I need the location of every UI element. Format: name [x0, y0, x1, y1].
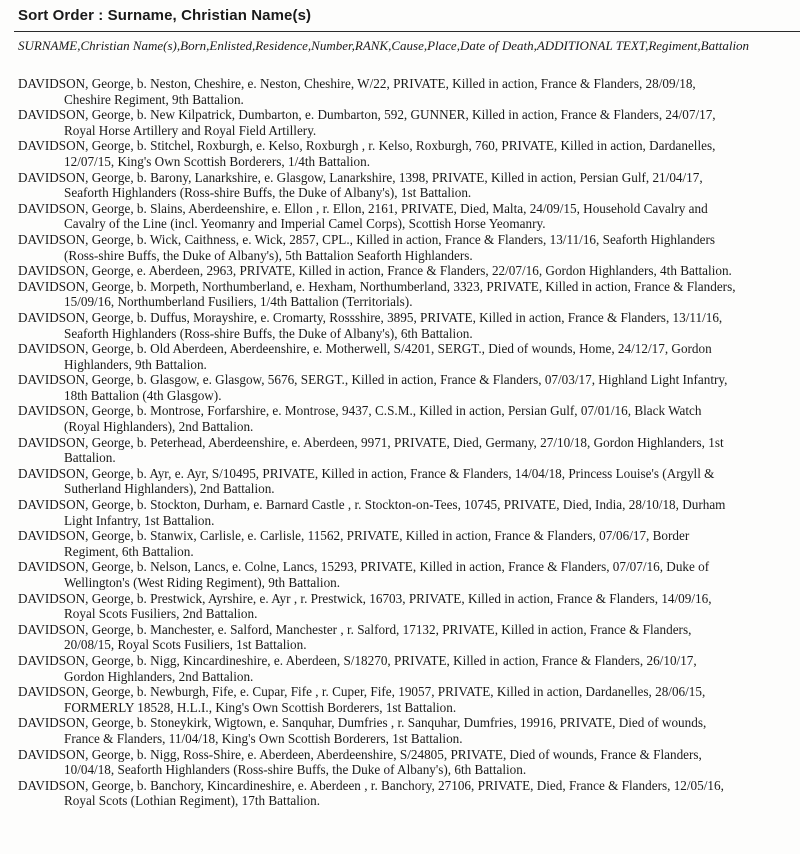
record-entry: DAVIDSON, George, b. Glasgow, e. Glasgow, 5676, SERGT., Killed in action, France & Flanders, 07/03/17, Highland Light Infantry, 18th Battalion (4th Glasgow).	[18, 372, 728, 403]
record-entry: DAVIDSON, George, b. Montrose, Forfarshire, e. Montrose, 9437, C.S.M., Killed in action, Persian Gulf, 07/01/16, Black Watch (Royal Highlanders), 2nd Battalion.	[18, 403, 702, 435]
record-entry: DAVIDSON, George, b. Manchester, e. Salford, Manchester , r. Salford, 17132, PRIVATE, Killed in action, France & Flanders, 20/08/15, Royal Scots Fusiliers, 1st Battalion.	[18, 621, 692, 653]
column-header: SURNAME,Christian Name(s),Born,Enlisted,Residence,Number,RANK,Cause,Place,Date of Death,ADDITIONAL TEXT,Regiment,Battalion	[18, 38, 750, 53]
record-entry: DAVIDSON, George, b. Stockton, Durham, e. Barnard Castle , r. Stockton-on-Tees, 10745, PRIVATE, Died, India, 28/10/18, Durham Light Infantry, 1st Battalion.	[18, 497, 726, 528]
record-entry: DAVIDSON, George, b. Prestwick, Ayrshire, e. Ayr , r. Prestwick, 16703, PRIVATE, Killed in action, France & Flanders, 14/09/16, Royal Scots Fusiliers, 2nd Battalion.	[18, 590, 712, 622]
record-entry: DAVIDSON, George, b. Stanwix, Carlisle, e. Carlisle, 11562, PRIVATE, Killed in action, France & Flanders, 07/06/17, Border Regiment, 6th Battalion.	[18, 528, 690, 559]
record-entry: DAVIDSON, George, b. Wick, Caithness, e. Wick, 2857, CPL., Killed in action, France & Flanders, 13/11/16, Seaforth Highlanders (Ross-shire Buffs, the Duke of Albany's), 5th Battalion Seaforth Highlanders.	[18, 231, 716, 263]
record-entry: DAVIDSON, George, b. Slains, Aberdeenshire, e. Ellon , r. Ellon, 2161, PRIVATE, Died, Malta, 24/09/15, Household Cavalry and Cavalry of the Line (incl. Yeomanry and Imperial Camel Corps), Scottish Horse Yeomanry.	[18, 200, 708, 232]
record-entry: DAVIDSON, George, b. Old Aberdeen, Aberdeenshire, e. Motherwell, S/4201, SERGT., Died of wounds, Home, 24/12/17, Gordon Highlanders, 9th Battalion.	[18, 341, 712, 372]
record-entry: DAVIDSON, George, b. New Kilpatrick, Dumbarton, e. Dumbarton, 592, GUNNER, Killed in action, France & Flanders, 24/07/17, Royal Horse Artillery and Royal Field Artillery.	[18, 107, 716, 138]
heading-divider	[14, 31, 800, 32]
record-entry: DAVIDSON, George, b. Ayr, e. Ayr, S/10495, PRIVATE, Killed in action, France & Flanders, 14/04/18, Princess Louise's (Argyll & Sutherland Highlanders), 2nd Battalion.	[18, 465, 715, 497]
record-entry: DAVIDSON, George, b. Newburgh, Fife, e. Cupar, Fife , r. Cuper, Fife, 19057, PRIVATE, Killed in action, Dardanelles, 28/06/15, FORMERLY 18528, H.L.I., King's Own Scottish Borderers, 1st Battalion.	[18, 684, 706, 715]
record-entry: DAVIDSON, George, b. Nigg, Kincardineshire, e. Aberdeen, S/18270, PRIVATE, Killed in action, France & Flanders, 26/10/17, Gordon Highlanders, 2nd Battalion.	[18, 652, 697, 684]
record-entry: DAVIDSON, George, b. Barony, Lanarkshire, e. Glasgow, Lanarkshire, 1398, PRIVATE, Killed in action, Persian Gulf, 21/04/17, Seaforth Highlanders (Ross-shire Buffs, the Duke of Albany's), 1st Battalion.	[18, 169, 703, 201]
record-entry: DAVIDSON, George, b. Peterhead, Aberdeenshire, e. Aberdeen, 9971, PRIVATE, Died, Germany, 27/10/18, Gordon Highlanders, 1st Battalion.	[18, 434, 724, 466]
record-entry: DAVIDSON, George, b. Duffus, Morayshire, e. Cromarty, Rossshire, 3895, PRIVATE, Killed in action, France & Flanders, 13/11/16, Seaforth Highlanders (Ross-shire Buffs, the Duke of Albany's), 6th Battalion.	[18, 309, 723, 341]
records-list	[18, 76, 738, 809]
record-entry: DAVIDSON, George, e. Aberdeen, 2963, PRIVATE, Killed in action, France & Flanders, 22/07/16, Gordon Highlanders, 4th Battalion.	[18, 263, 732, 279]
record-entry: DAVIDSON, George, b. Banchory, Kincardineshire, e. Aberdeen , r. Banchory, 27106, PRIVATE, Died, France & Flanders, 12/05/16, Royal Scots (Lothian Regiment), 17th Battalion.	[18, 777, 724, 809]
record-entry: DAVIDSON, George, b. Neston, Cheshire, e. Neston, Cheshire, W/22, PRIVATE, Killed in action, France & Flanders, 28/09/18, Cheshire Regiment, 9th Battalion.	[18, 76, 696, 107]
record-entry: DAVIDSON, George, b. Morpeth, Northumberland, e. Hexham, Northumberland, 3323, PRIVATE, Killed in action, France & Flanders, 15/09/16, Northumberland Fusiliers, 1/4th Battalion (Territorials).	[18, 278, 736, 310]
record-entry: DAVIDSON, George, b. Nigg, Ross-Shire, e. Aberdeen, Aberdeenshire, S/24805, PRIVATE, Died of wounds, France & Flanders, 10/04/18, Seaforth Highlanders (Ross-shire Buffs, the Duke of Albany's), 6th Battalion.	[18, 746, 702, 778]
sort-order-heading: Sort Order : Surname, Christian Name(s)	[18, 7, 312, 24]
record-entry: DAVIDSON, George, b. Stoneykirk, Wigtown, e. Sanquhar, Dumfries , r. Sanquhar, Dumfries, 19916, PRIVATE, Died of wounds, France & Flanders, 11/04/18, King's Own Scottish Borderers, 1st Battalion.	[18, 715, 707, 746]
record-entry: DAVIDSON, George, b. Stitchel, Roxburgh, e. Kelso, Roxburgh , r. Kelso, Roxburgh, 760, PRIVATE, Killed in action, Dardanelles, 12/07/15, King's Own Scottish Borderers, 1/4th Battalion.	[18, 138, 716, 169]
record-entry: DAVIDSON, George, b. Nelson, Lancs, e. Colne, Lancs, 15293, PRIVATE, Killed in action, France & Flanders, 07/07/16, Duke of Wellington's (West Riding Regiment), 9th Battalion.	[18, 559, 710, 590]
